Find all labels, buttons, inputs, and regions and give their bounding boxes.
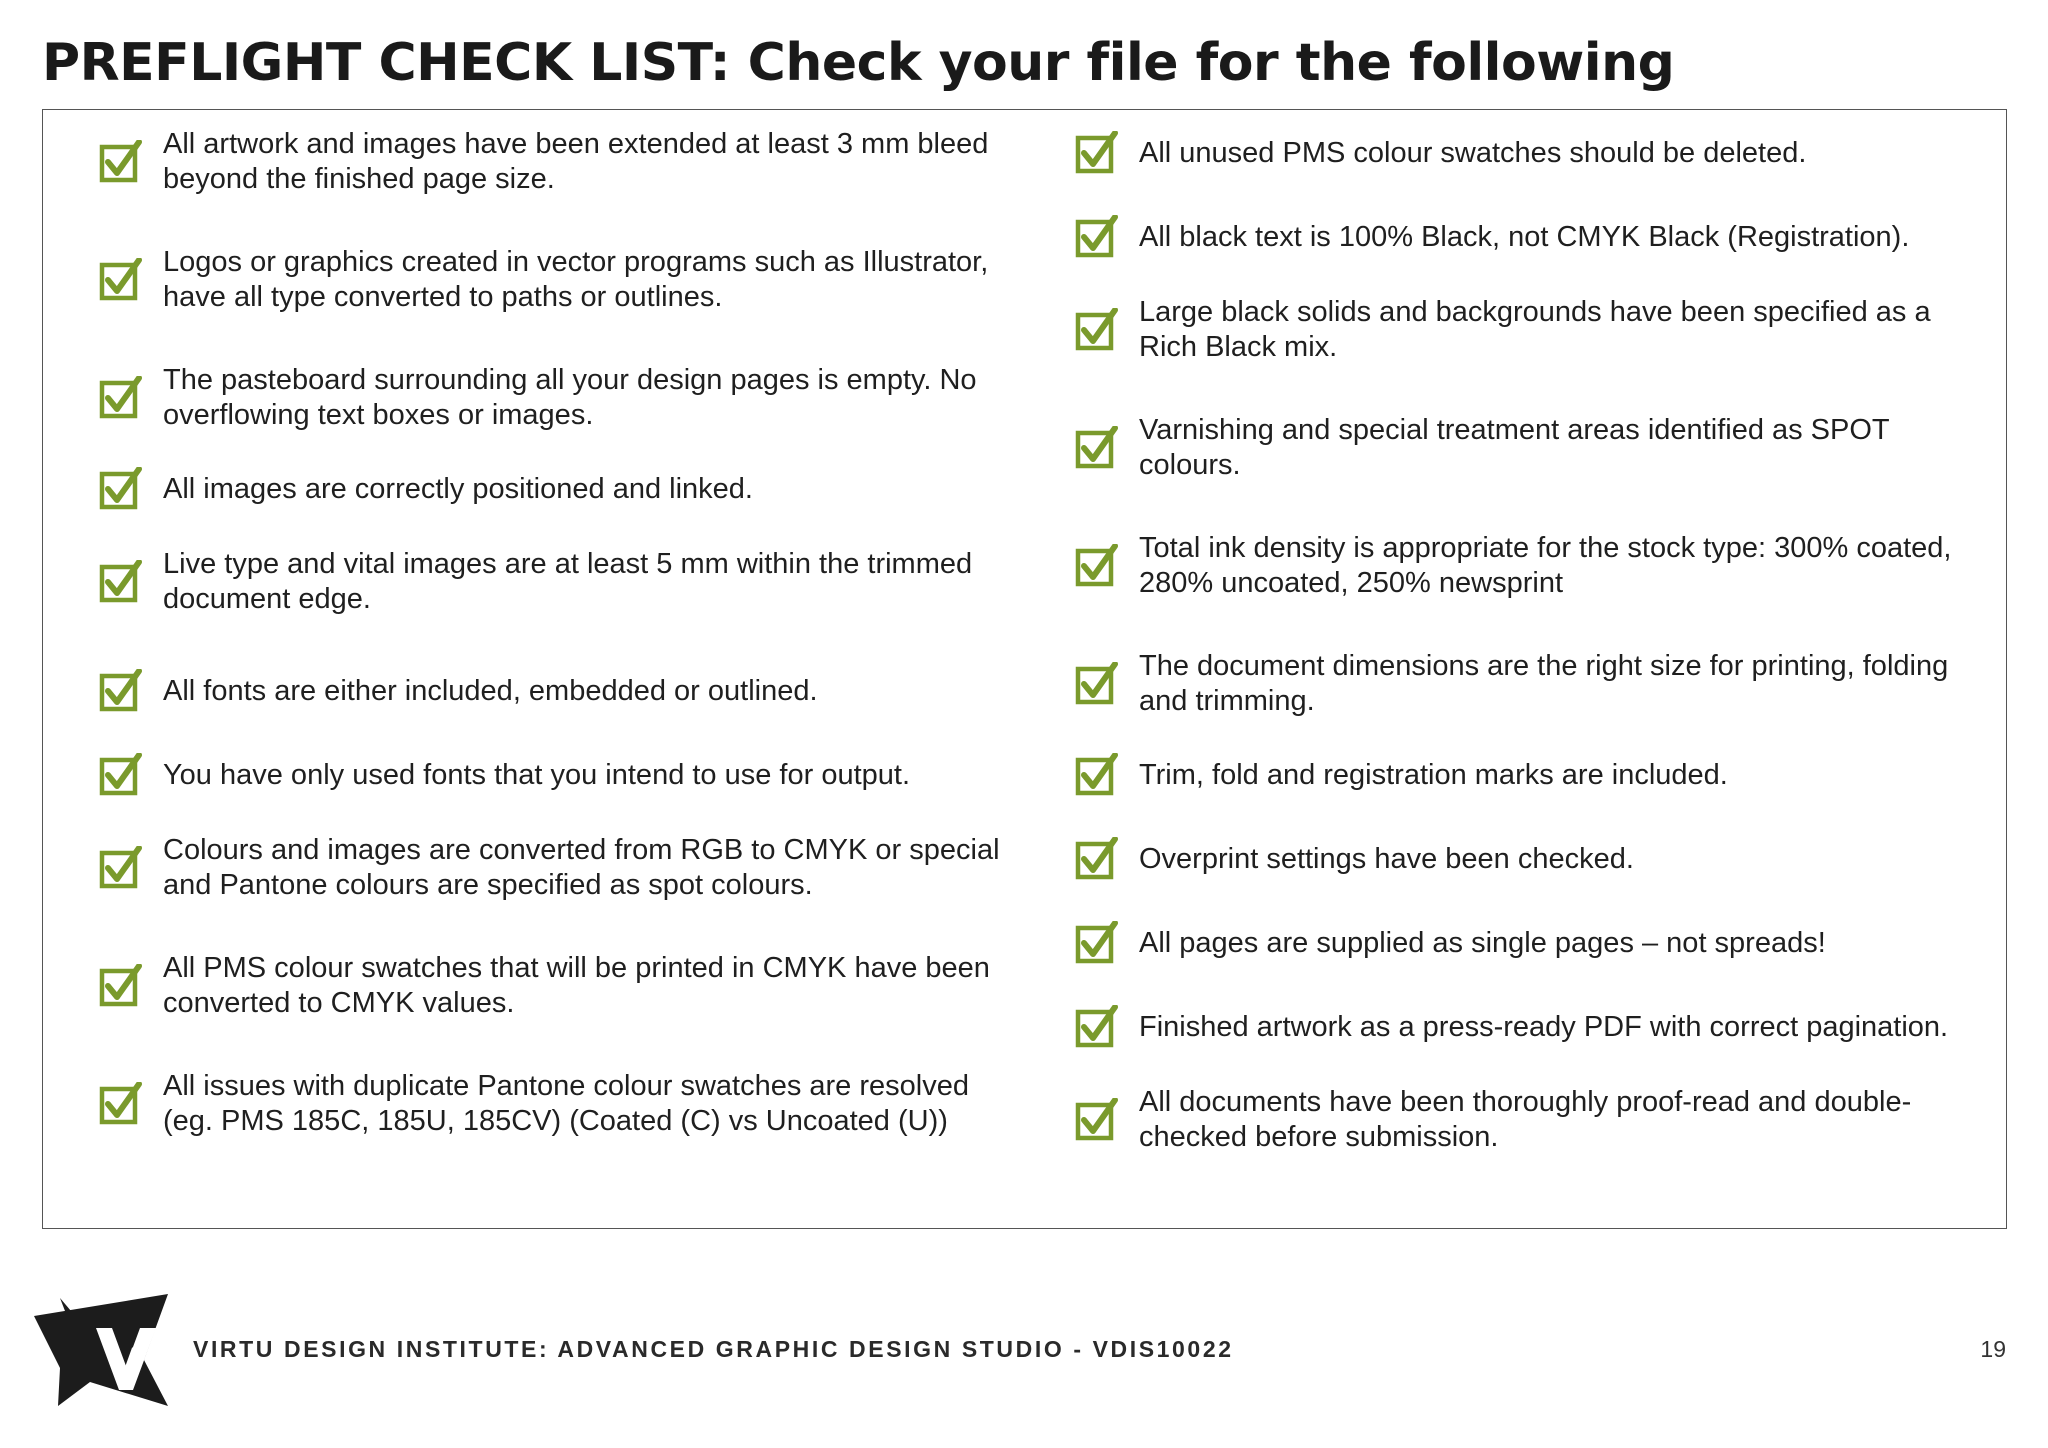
- page-title: PREFLIGHT CHECK LIST: Check your file for the following: [42, 33, 1675, 93]
- checkbox-checked-icon: [99, 964, 143, 1008]
- checklist-item: [99, 744, 1019, 806]
- checklist-item-text: All images are correctly positioned and linked.: [163, 472, 753, 505]
- checklist-item: [99, 828, 1019, 908]
- checklist-item-text: The pasteboard surrounding all your design pages is empty. No overflowing text boxes or images.: [163, 364, 977, 431]
- checklist-item: [1075, 1080, 1995, 1160]
- checklist-item: [99, 946, 1019, 1026]
- checklist-item-text: All PMS colour swatches that will be printed in CMYK have been converted to CMYK values.: [163, 952, 990, 1019]
- checkbox-checked-icon: [99, 258, 143, 302]
- checklist-item: [99, 240, 1019, 320]
- checklist-item-text: Total ink density is appropriate for the stock type: 300% coated, 280% uncoated, 250% newsprint: [1139, 532, 1952, 599]
- checklist-item-text: All black text is 100% Black, not CMYK Black (Registration).: [1139, 220, 1910, 253]
- checklist-item: [1075, 828, 1995, 890]
- checklist-item-text: Colours and images are converted from RGB to CMYK or special and Pantone colours are specified as spot colours.: [163, 834, 1000, 901]
- checkbox-checked-icon: [99, 846, 143, 890]
- checkbox-checked-icon: [1075, 837, 1119, 881]
- checklist-item: [1075, 644, 1995, 724]
- checkbox-checked-icon: [99, 753, 143, 797]
- checklist-item-text: Trim, fold and registration marks are included.: [1139, 758, 1728, 791]
- checkbox-checked-icon: [1075, 921, 1119, 965]
- checklist-item: [99, 458, 1019, 520]
- checklist-item-text: Varnishing and special treatment areas identified as SPOT colours.: [1139, 414, 1890, 481]
- virtu-logo-icon: [32, 1286, 172, 1418]
- checkbox-checked-icon: [1075, 753, 1119, 797]
- checkbox-checked-icon: [99, 669, 143, 713]
- checkbox-checked-icon: [1075, 1098, 1119, 1142]
- checkbox-checked-icon: [99, 140, 143, 184]
- checkbox-checked-icon: [1075, 308, 1119, 352]
- checklist-item: [1075, 744, 1995, 806]
- checklist-item: [1075, 122, 1995, 184]
- checklist-item: [1075, 996, 1995, 1058]
- checklist-box: [42, 109, 2007, 1229]
- checkbox-checked-icon: [1075, 215, 1119, 259]
- page-number: 19: [1980, 1336, 2006, 1362]
- checkbox-checked-icon: [1075, 544, 1119, 588]
- checklist-item-text: You have only used fonts that you intend to use for output.: [163, 758, 911, 791]
- checklist-item: [1075, 290, 1995, 370]
- virtu-logo-letter: V: [107, 1339, 141, 1388]
- checkbox-checked-icon: [99, 560, 143, 604]
- checklist-item: [1075, 408, 1995, 488]
- checklist-item: [99, 358, 1019, 438]
- checklist-item-text: All pages are supplied as single pages – not spreads!: [1139, 926, 1826, 959]
- checklist-item-text: All fonts are either included, embedded or outlined.: [163, 674, 818, 707]
- checkbox-checked-icon: [99, 376, 143, 420]
- checkbox-checked-icon: [1075, 426, 1119, 470]
- checklist-item: [1075, 912, 1995, 974]
- checklist-item-text: Logos or graphics created in vector programs such as Illustrator, have all type converted to paths or outlines.: [163, 246, 989, 313]
- checkbox-checked-icon: [99, 467, 143, 511]
- checklist-item: [99, 660, 1019, 722]
- checklist-item: [99, 1064, 1019, 1144]
- checklist-item-text: All artwork and images have been extended at least 3 mm bleed beyond the finished page size.: [163, 128, 989, 195]
- checklist-item-text: Large black solids and backgrounds have been specified as a Rich Black mix.: [1139, 296, 1931, 363]
- checklist-item-text: Live type and vital images are at least 5 mm within the trimmed document edge.: [163, 548, 973, 615]
- checklist-item: [99, 122, 1019, 202]
- checkbox-checked-icon: [99, 1082, 143, 1126]
- checklist-item-text: Finished artwork as a press-ready PDF with correct pagination.: [1139, 1010, 1949, 1043]
- checklist-item-text: Overprint settings have been checked.: [1139, 842, 1634, 875]
- checklist-item-text: All unused PMS colour swatches should be deleted.: [1139, 136, 1807, 169]
- checklist-item-text: All documents have been thoroughly proof-read and double-checked before submission.: [1139, 1086, 1912, 1153]
- checkbox-checked-icon: [1075, 1005, 1119, 1049]
- checkbox-checked-icon: [1075, 131, 1119, 175]
- checklist-item: [99, 542, 1019, 622]
- checklist-item: [1075, 206, 1995, 268]
- checkbox-checked-icon: [1075, 662, 1119, 706]
- checklist-item-text: The document dimensions are the right size for printing, folding and trimming.: [1139, 650, 1949, 717]
- checklist-item: [1075, 526, 1995, 606]
- footer-institute-text: VIRTU DESIGN INSTITUTE: ADVANCED GRAPHIC DESIGN STUDIO - VDIS10022: [193, 1336, 1234, 1362]
- checklist-item-text: All issues with duplicate Pantone colour swatches are resolved (eg. PMS 185C, 185U, 185CV) (Coated (C) vs Uncoated (U)): [163, 1070, 969, 1137]
